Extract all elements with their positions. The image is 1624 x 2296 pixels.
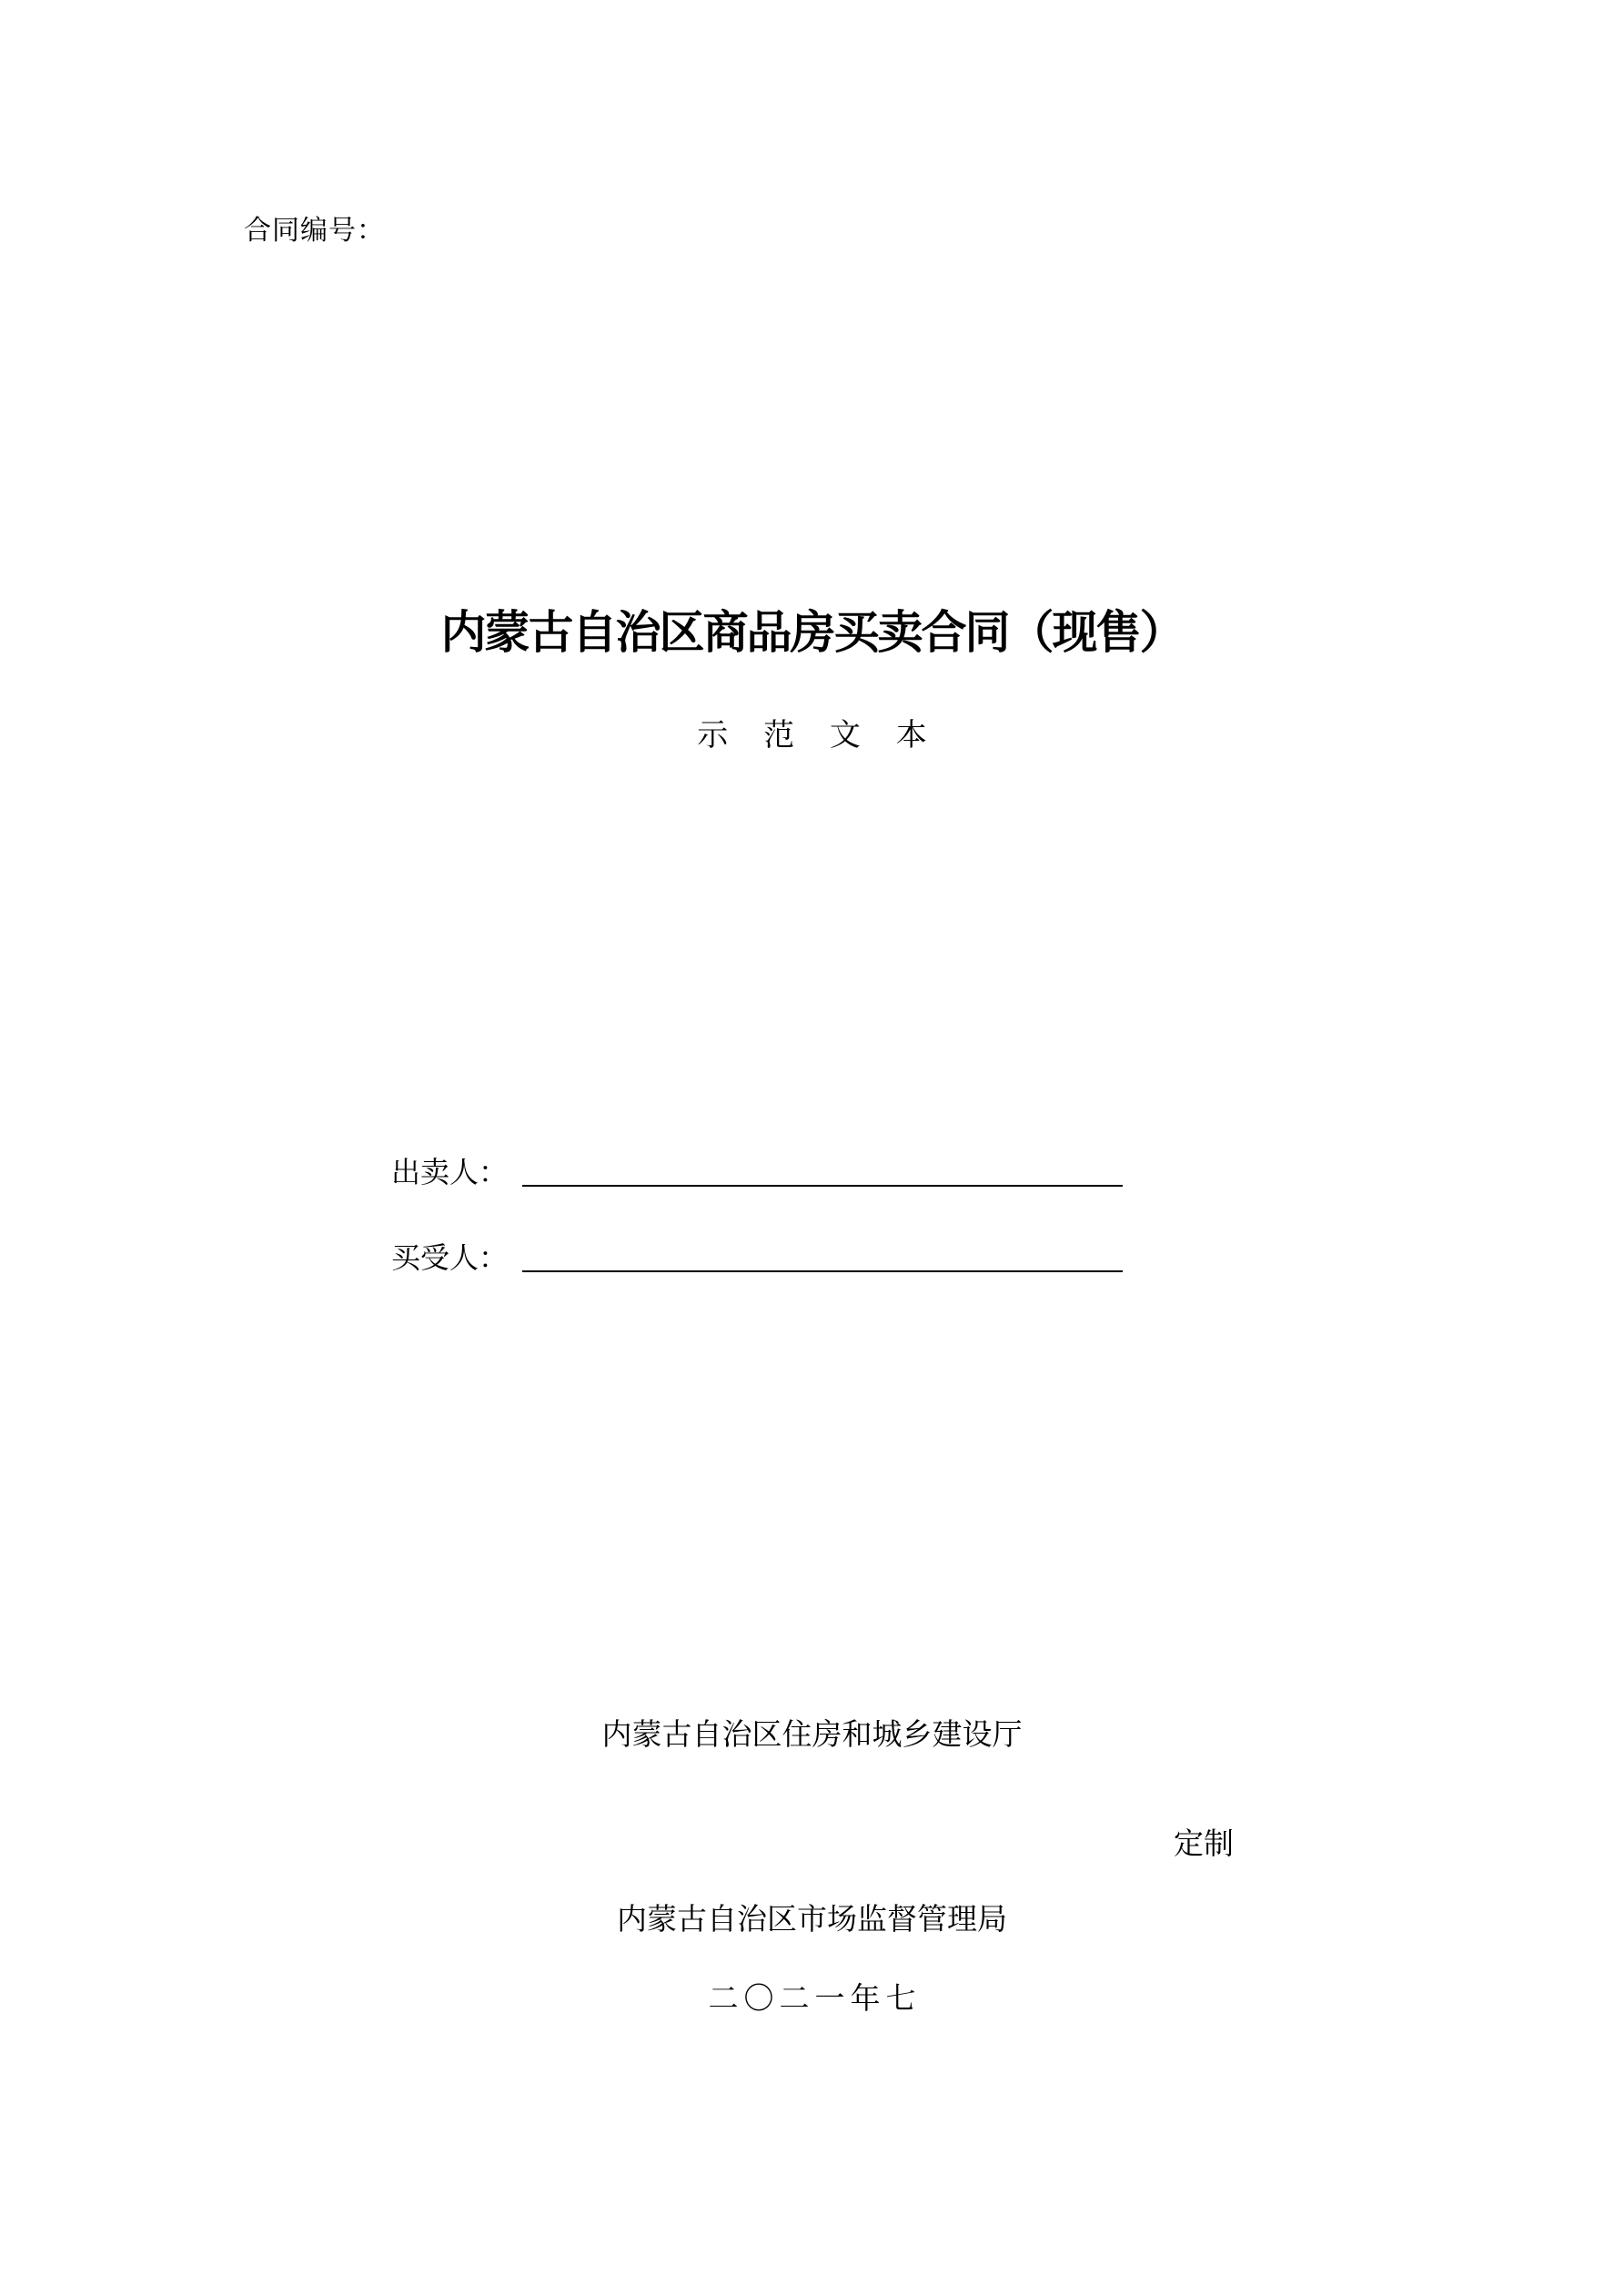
page-subtitle: 示 范 文 本	[697, 717, 940, 754]
seller-label: 出卖人：	[391, 1155, 509, 1189]
document-date: 二〇二一年七	[708, 1980, 922, 2016]
buyer-input-line[interactable]	[522, 1239, 1123, 1272]
custom-made-label: 定制	[1174, 1826, 1234, 1861]
party-fields	[391, 1145, 1210, 1316]
page-title: 内蒙古自治区商品房买卖合同（现售）	[440, 606, 1184, 659]
issuer-market-supervision: 内蒙古自治区市场监督管理局	[617, 1901, 1007, 1937]
contract-number-label: 合同编号：	[244, 215, 385, 247]
seller-row	[391, 1145, 1210, 1187]
issuer-housing-department: 内蒙古自治区住房和城乡建设厅	[601, 1716, 1023, 1752]
buyer-label: 买受人：	[391, 1240, 509, 1275]
buyer-row	[391, 1230, 1210, 1275]
seller-input-line[interactable]	[522, 1154, 1123, 1187]
